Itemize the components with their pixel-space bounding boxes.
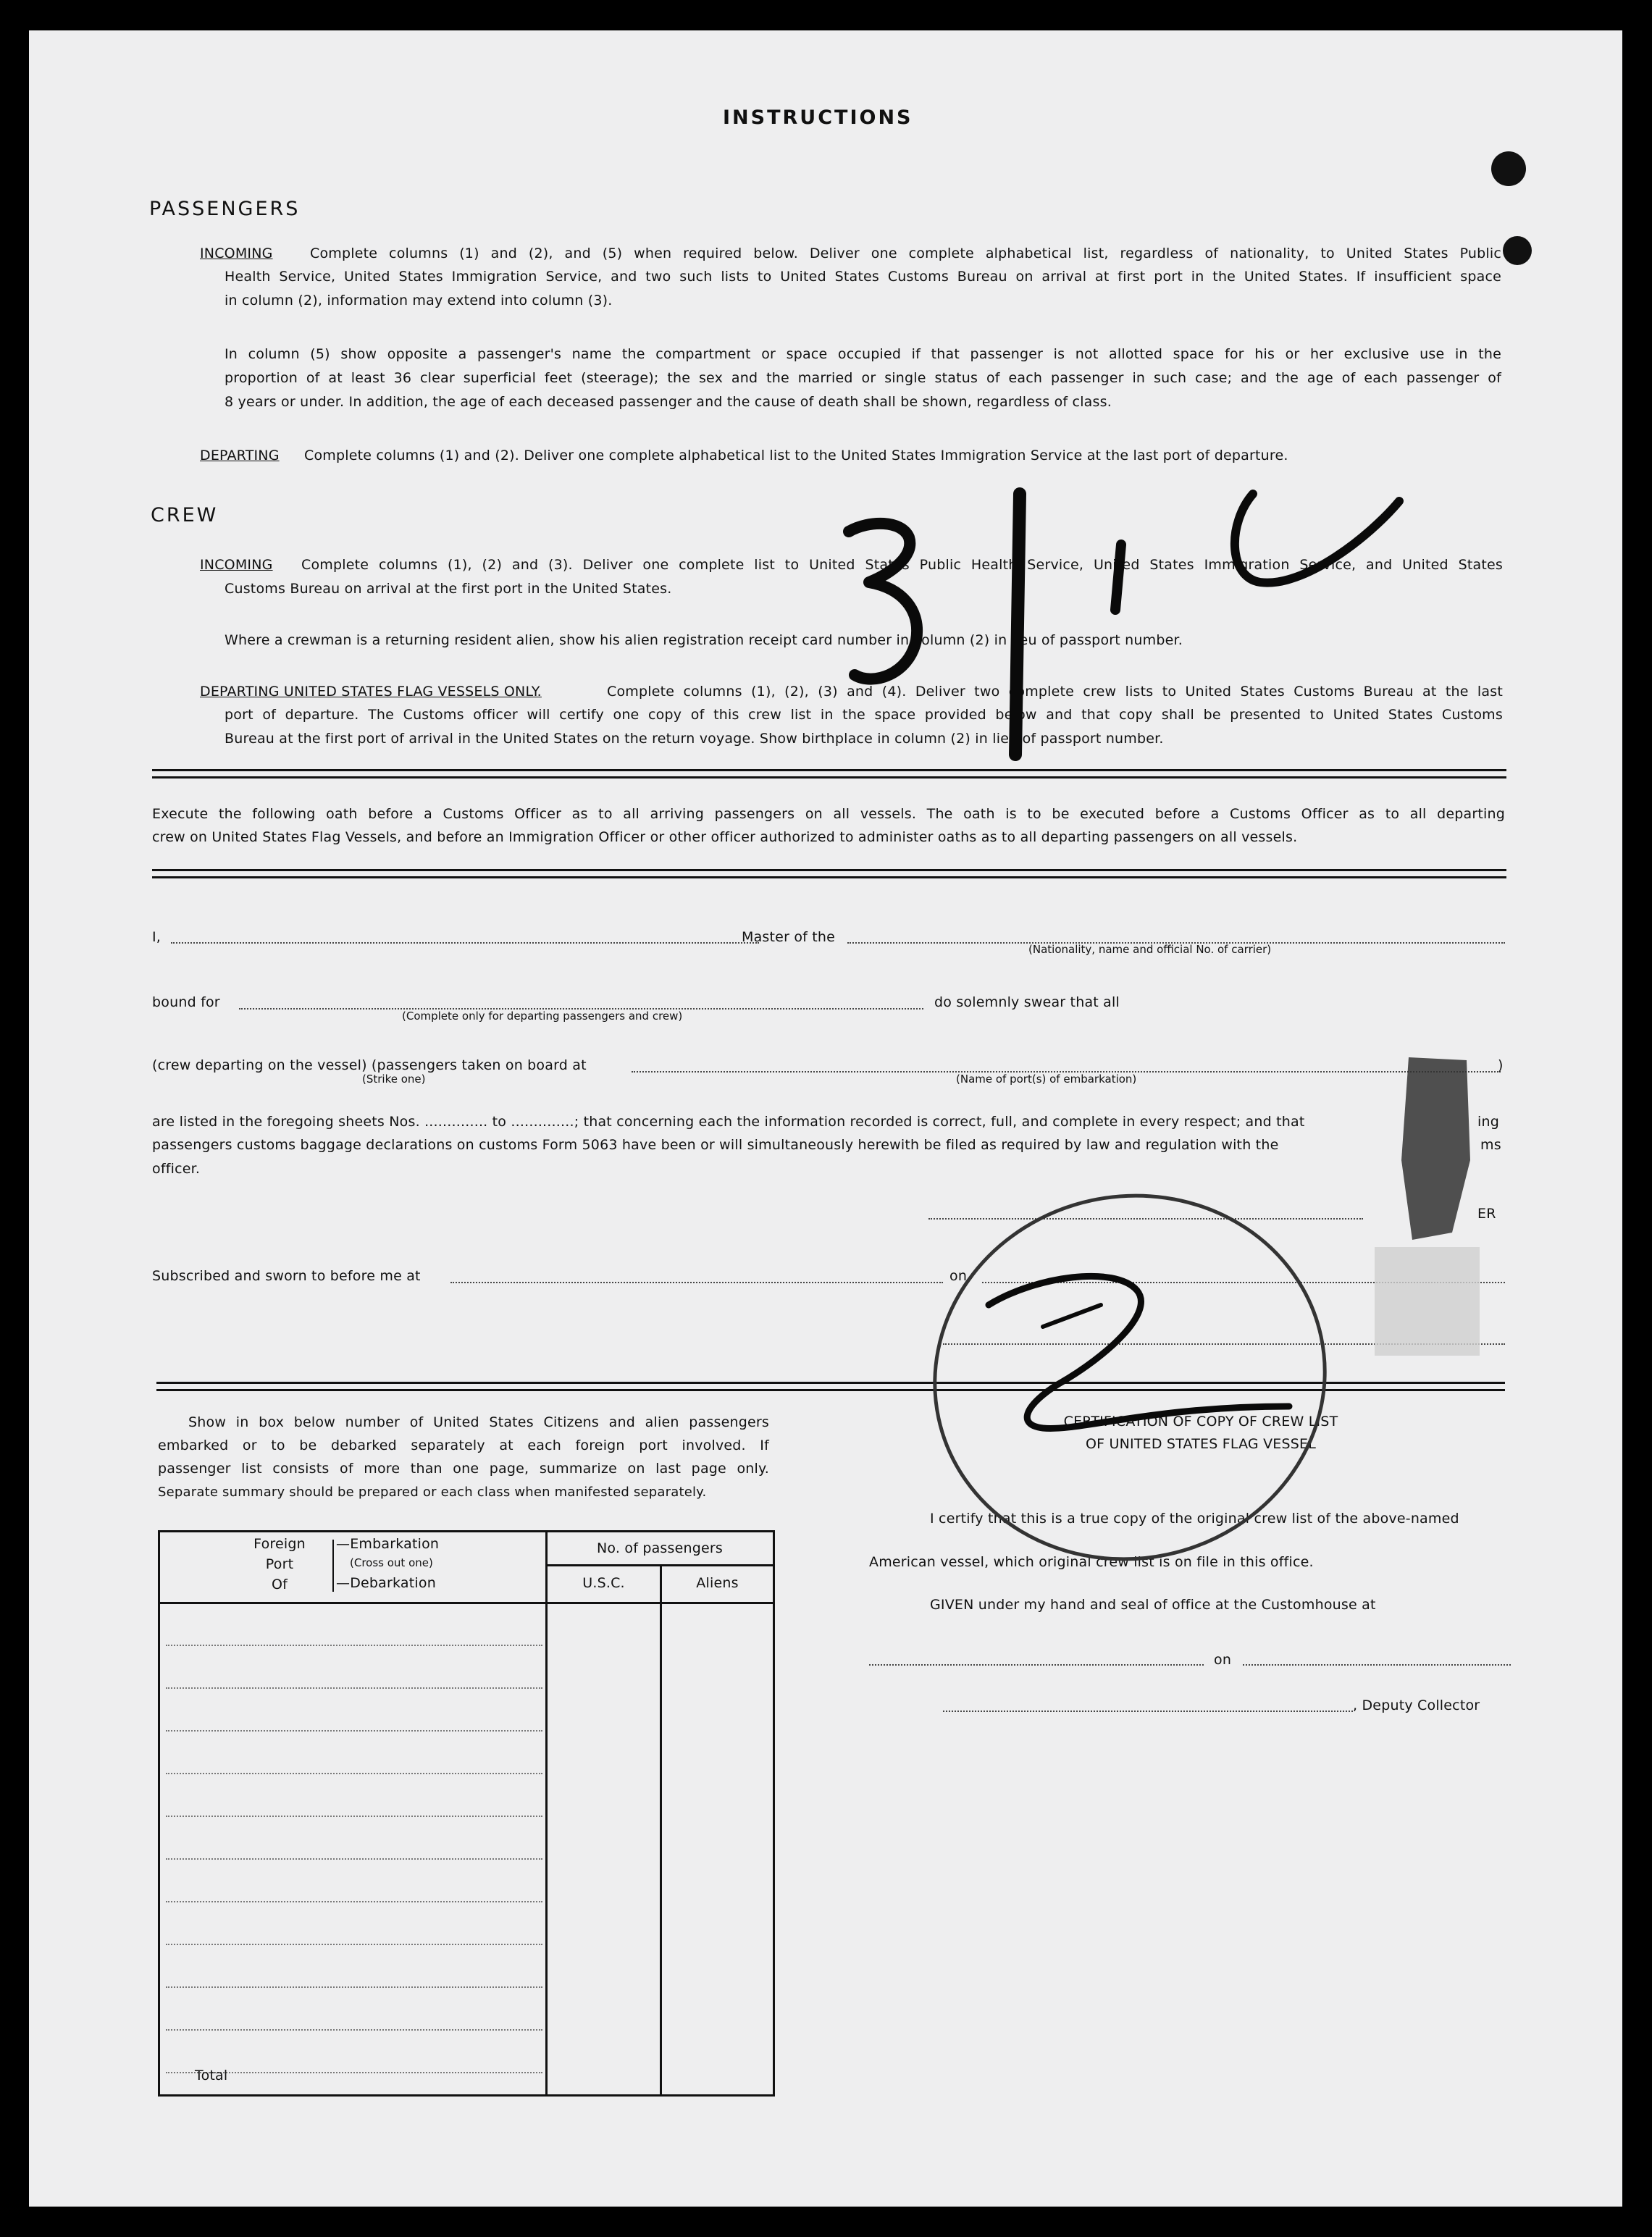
certify-line-1: I certify that this is a true copy of the original crew list of the above-named bbox=[930, 1511, 1459, 1527]
passengers-departing-label: DEPARTING bbox=[200, 448, 280, 463]
master-of-label: Master of the bbox=[742, 929, 836, 945]
usc-header: U.S.C. bbox=[582, 1575, 625, 1591]
crew-departing-label: DEPARTING UNITED STATES FLAG VESSELS ONLY. bbox=[200, 684, 542, 700]
passengers-heading: PASSENGERS bbox=[149, 198, 301, 220]
passengers-incoming-line: Complete columns (1) and (2), and (5) when required below. Deliver one complete alphabetical list, regardless of nationality, to United States Public bbox=[310, 245, 1501, 261]
crew-incoming-line: Customs Bureau on arrival at the first port in the United States. bbox=[225, 581, 672, 597]
crew-incoming-line: Complete columns (1), (2) and (3). Deliver one complete list to United States Public Health Service, United States Immigration Service, and United States bbox=[301, 557, 1503, 573]
crew-incoming-label: INCOMING bbox=[200, 557, 273, 573]
listed-line: officer. bbox=[152, 1161, 201, 1177]
oath-notice-line: Execute the following oath before a Customs Officer as to all arriving passengers on all vessels. The oath is to be executed before a Customs Officer as to all departing bbox=[152, 806, 1505, 822]
summary-instruction-line: Show in box below number of United States Citizens and alien passengers bbox=[188, 1414, 769, 1430]
listed-tail: ing bbox=[1477, 1114, 1499, 1130]
crew-departing-line: Complete columns (1), (2), (3) and (4). Deliver two complete crew lists to United States Customs Bureau at the last bbox=[607, 684, 1503, 700]
subscribed-label: Subscribed and sworn to before me at bbox=[152, 1268, 421, 1284]
column5-line: 8 years or under. In addition, the age of each deceased passenger and the cause of death shall be shown, regardless of class. bbox=[225, 394, 1112, 410]
summary-instruction-line: passenger list consists of more than one page, summarize on last page only. bbox=[158, 1461, 769, 1477]
cross-out-caption: (Cross out one) bbox=[350, 1556, 433, 1569]
passengers-departing-text: Complete columns (1) and (2). Deliver one complete alphabetical list to the United States Immigration Service at the last port of departure. bbox=[304, 448, 1288, 463]
oath-notice-line: crew on United States Flag Vessels, and before an Immigration Officer or other officer authorized to administer oaths as to all departing passengers on all vessels. bbox=[152, 829, 1298, 845]
listed-line: are listed in the foregoing sheets Nos. .............. to ..............; that concerning each the information recorded is correct, full, and complete in every respect; and that bbox=[152, 1114, 1305, 1130]
oath-i-label: I, bbox=[152, 929, 162, 945]
passengers-incoming-label: INCOMING bbox=[200, 245, 273, 261]
summary-instruction-line: Separate summary should be prepared or each class when manifested separately. bbox=[158, 1485, 707, 1500]
no-passengers-header: No. of passengers bbox=[596, 1540, 724, 1556]
close-paren: ) bbox=[1498, 1057, 1504, 1073]
crew-departing-line: port of departure. The Customs officer will certify one copy of this crew list in the space provided below and that copy shall be presented to United States Customs bbox=[225, 707, 1503, 723]
bound-caption: (Complete only for departing passengers and crew) bbox=[402, 1010, 683, 1023]
crew-heading: CREW bbox=[151, 504, 219, 526]
listed-line: passengers customs baggage declarations on customs Form 5063 have been or will simultaneously herewith be filed as required by law and regulation with the bbox=[152, 1137, 1279, 1153]
crew-departing-line: Bureau at the first port of arrival in the United States on the return voyage. Show birthplace in column (2) in lieu of passport number. bbox=[225, 731, 1164, 747]
master-signature-tail: ER bbox=[1477, 1206, 1496, 1222]
column5-line: proportion of at least 36 clear superficial feet (steerage); the sex and the married or single status of each passenger in such case; and the age of each passenger of bbox=[225, 370, 1501, 386]
bound-for-label: bound for bbox=[152, 994, 220, 1010]
summary-instruction-line: embarked or to be debarked separately at each foreign port involved. If bbox=[158, 1438, 769, 1453]
handwriting-overlay bbox=[29, 30, 1622, 2207]
given-text: GIVEN under my hand and seal of office at the Customhouse at bbox=[930, 1597, 1376, 1613]
sworn-on-label: on bbox=[949, 1268, 968, 1284]
port-caption: (Name of port(s) of embarkation) bbox=[956, 1073, 1137, 1086]
crew-departing-text: (crew departing on the vessel) (passengers taken on board at bbox=[152, 1057, 587, 1073]
strike-caption: (Strike one) bbox=[362, 1073, 426, 1086]
column5-line: In column (5) show opposite a passenger's name the compartment or space occupied if that passenger is not allotted space for his or her exclusive use in the bbox=[225, 346, 1501, 362]
foreign-port-label: Foreign Port Of bbox=[253, 1536, 306, 1592]
nationality-caption: (Nationality, name and official No. of carrier) bbox=[1028, 943, 1272, 956]
listed-tail: ms bbox=[1480, 1137, 1501, 1153]
embarkation-label: —Embarkation bbox=[336, 1536, 440, 1552]
cert-on-label: on bbox=[1214, 1652, 1232, 1668]
page-title: INSTRUCTIONS bbox=[723, 106, 913, 129]
passengers-incoming-line: in column (2), information may extend into column (3). bbox=[225, 293, 613, 309]
certify-line-2: American vessel, which original crew list is on file in this office. bbox=[869, 1554, 1314, 1570]
deputy-collector-label: , Deputy Collector bbox=[1353, 1697, 1480, 1713]
aliens-header: Aliens bbox=[696, 1575, 739, 1591]
debarkation-label: —Debarkation bbox=[336, 1575, 436, 1591]
total-label: Total bbox=[195, 2068, 228, 2083]
document-sheet bbox=[29, 30, 1622, 2207]
crewman-text: Where a crewman is a returning resident alien, show his alien registration receipt card number in column (2) in lieu of passport number. bbox=[225, 632, 1183, 648]
certification-title: CERTIFICATION OF COPY OF CREW LIST OF UNITED STATES FLAG VESSEL bbox=[1063, 1414, 1338, 1452]
swear-text: do solemnly swear that all bbox=[934, 994, 1120, 1010]
passengers-incoming-line: Health Service, United States Immigration Service, and two such lists to United States Customs Bureau on arrival at first port in the United States. If insufficient space bbox=[225, 269, 1501, 285]
